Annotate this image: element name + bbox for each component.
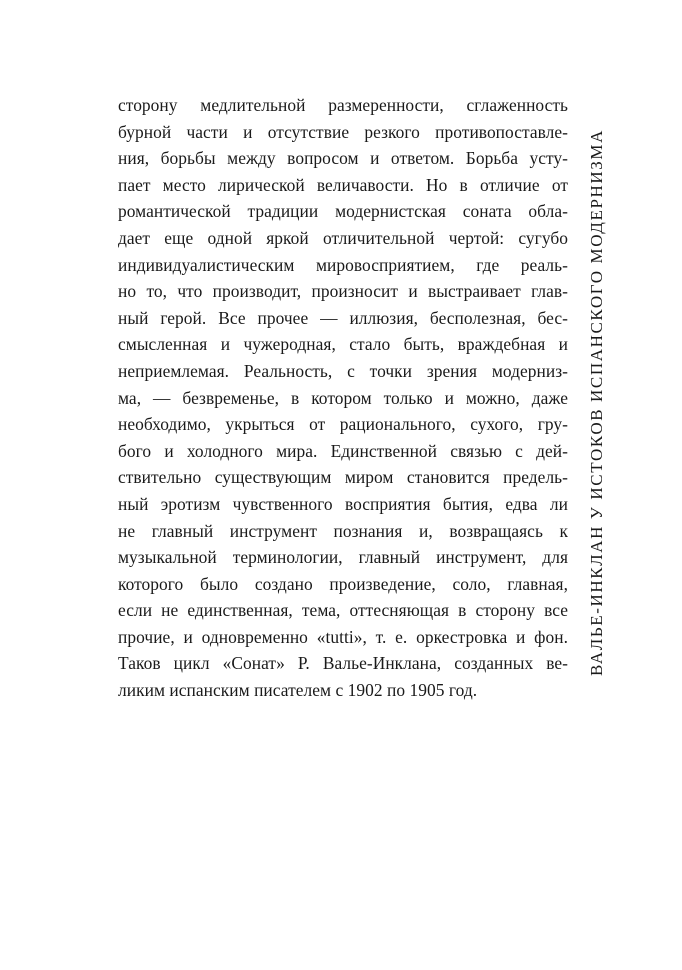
text-line: пает место лирической величавости. Но в отличие от [118, 174, 568, 195]
text-line: необходимо, укрыться от рационального, сухого, гру- [118, 414, 568, 435]
text-line: бого и холодного мира. Единственной связью с дей- [118, 440, 568, 461]
text-line: если не единственная, тема, оттесняющая в сторону все [118, 600, 568, 621]
body-text [118, 92, 568, 704]
text-line: смысленная и чужеродная, стало быть, враждебная и [118, 334, 568, 355]
text-line: бурной части и отсутствие резкого противопоставле- [118, 121, 568, 142]
text-line: ный эротизм чувственного восприятия бытия, едва ли [118, 493, 568, 514]
text-line: романтической традиции модернистская соната обла- [118, 201, 568, 222]
text-line: неприемлемая. Реальность, с точки зрения модерниз- [118, 360, 568, 381]
text-line: Таков цикл «Сонат» Р. Валье-Инклана, созданных ве- [118, 653, 568, 674]
text-line: которого было создано произведение, соло, главная, [118, 573, 568, 594]
text-line: прочие, и одновременно «tutti», т. е. оркестровка и фон. [118, 626, 568, 647]
text-line: музыкальной терминологии, главный инструмент, для [118, 547, 568, 568]
text-line: ствительно существующим миром становится предель- [118, 467, 568, 488]
running-head: ВАЛЬЕ-ИНКЛАН У ИСТОКОВ ИСПАНСКОГО МОДЕРНИЗМА [587, 129, 606, 677]
text-line: сторону медлительной размеренности, сглаженность [118, 95, 568, 115]
text-line: ния, борьбы между вопросом и ответом. Борьба усту- [118, 148, 568, 169]
text-line: не главный инструмент познания и, возвращаясь к [118, 520, 568, 541]
text-line: но то, что производит, произносит и выстраивает глав- [118, 281, 568, 302]
text-line: ный герой. Все прочее — иллюзия, бесполезная, бес- [118, 307, 568, 328]
text-line: ма, — безвременье, в котором только и можно, даже [118, 387, 568, 408]
text-line-last: ликим испанским писателем с 1902 по 1905 год. [118, 680, 478, 701]
text-line: индивидуалистическим мировосприятием, где реаль- [118, 254, 568, 275]
text-line: дает еще одной яркой отличительной чертой: сугубо [118, 227, 568, 248]
